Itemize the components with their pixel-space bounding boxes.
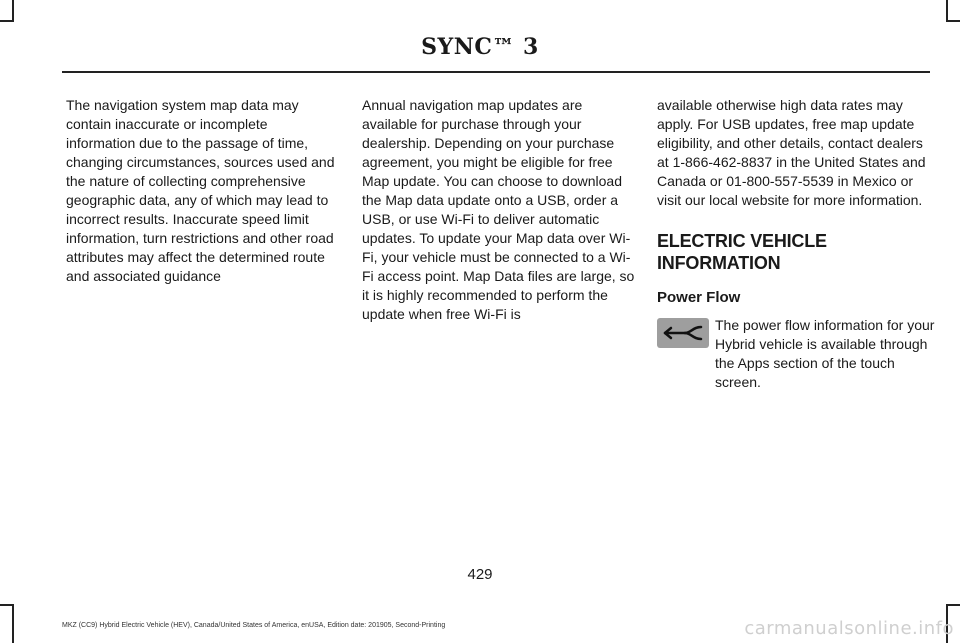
crop-mark-bottom-right-h [946, 604, 960, 606]
power-flow-block [657, 316, 937, 392]
map-updates-paragraph: Annual navigation map updates are available for purchase through your dealership. Depending on your purchase agreement, you might be eligible for free Map update. You can choose to download the Map data update onto a USB, order a USB, or use Wi-Fi to deliver automatic updates. To update your Map data over Wi-Fi, your vehicle must be connected to a Wi-Fi access point. Map Data files are large, so it is highly recommended to perform the update when free Wi-Fi is [362, 97, 635, 322]
power-flow-text: The power flow information for your Hybrid vehicle is available through the Apps section of the touch screen. [715, 317, 935, 390]
column-2 [362, 96, 636, 324]
power-flow-icon [657, 318, 709, 348]
map-data-disclaimer: The navigation system map data may contain inaccurate or incomplete information due to the passage of time, changing circumstances, sources used and the nature of collecting comprehensive geographic data, any of which may lead to incorrect results. Inaccurate speed limit information, turn restrictions and other road attributes may affect the determined route and associated guidance [66, 97, 335, 284]
sub-heading: Power Flow [657, 289, 741, 306]
column-3 [657, 96, 937, 392]
crop-mark-bottom-left-h [0, 604, 14, 606]
crop-mark-bottom-left-v [12, 604, 14, 643]
page-title: SYNC™ 3 [421, 34, 539, 60]
header-divider [62, 71, 930, 73]
footer-edition: MKZ (CC9) Hybrid Electric Vehicle (HEV), Canada/United States of America, enUSA, Edition date: 201905, Second-Printing [62, 622, 446, 629]
column-1 [66, 96, 340, 286]
crop-mark-top-left-h [0, 20, 14, 22]
crop-mark-top-left-v [12, 0, 14, 22]
map-updates-continued: available otherwise high data rates may apply. For USB updates, free map update eligibility, and other details, contact dealers at 1-866-462-8837 in the United States and Canada or 01-800-557-5539 in Mexico or visit our local website for more information. [657, 97, 926, 208]
watermark: carmanualsonline.info [744, 618, 954, 639]
page-number: 429 [467, 566, 493, 583]
crop-mark-top-right-v [946, 0, 948, 22]
section-heading: ELECTRIC VEHICLE INFORMATION [657, 231, 827, 273]
crop-mark-top-right-h [946, 20, 960, 22]
